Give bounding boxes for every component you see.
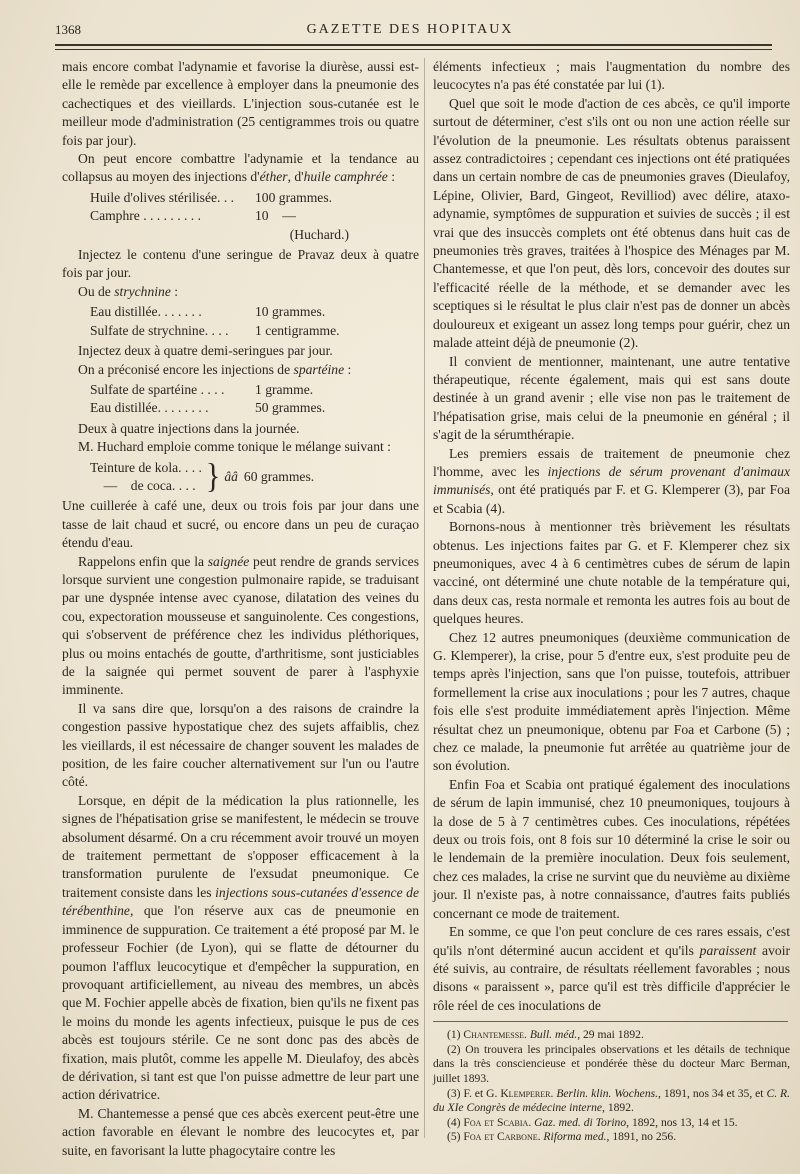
paragraph: Injectez le contenu d'une seringue de Pravaz deux à quatre fois par jour.: [62, 247, 419, 281]
footnote-rule: [433, 1021, 788, 1022]
paragraph: Rappelons enfin que la saignée peut rendre de grands services lorsque survient une congestion pulmonaire rapide, se traduisant par une dyspnée intense avec cyanose, dilatation des veines du cou, expectoration mousseuse et sanguinolente. Ces congestions, qui s'observent de préférence chez les individus pléthoriques, plus ou moins entachés de goutte, d'arthritisme, sont justiciables de la saignée qui permet souvent de parer à l'asphyxie imminente.: [62, 553, 419, 698]
left-column: [62, 58, 419, 1160]
paragraph: Ou de strychnine :: [78, 283, 179, 299]
prescription-sparteine: [62, 381, 419, 418]
paragraph: On peut encore combattre l'adynamie et la tendance au collapsus au moyen des injections d'éther, d'huile camphrée :: [62, 151, 419, 185]
footnote-5: (5) Foa et Carbone. Riforma med., 1891, no 256.: [447, 1130, 677, 1144]
prescription-kola-coca: [62, 459, 419, 496]
header-rule-thick: [55, 44, 772, 46]
column-separator: [424, 58, 425, 1138]
paragraph: Les premiers essais de traitement de pneumonie chez l'homme, avec les injections de sérum provenant d'animaux immunisés, ont été pratiqués par F. et G. Klemperer (3), par Foa et Scabia (4).: [433, 445, 791, 516]
journal-title: GAZETTE DES HOPITAUX: [306, 22, 514, 37]
right-column: [433, 58, 790, 1145]
paragraph: Une cuillerée à café une, deux ou trois fois par jour dans une tasse de lait chaud et sucré, ou encore dans un peu de curaçao étendu d'eau.: [62, 498, 419, 551]
paragraph: Lorsque, en dépit de la médication la plus rationnelle, les signes de l'hépatisation grise se manifestent, le médecin se trouve absolument désarmé. On a cru récemment avoir trouvé un moyen de traitement permettant de s'opposer efficacement à la transformation purulente de l'exsudat pneumonique. Ce traitement consiste dans les injections sous-cutanées d'essence de térébenthine, que l'on réserve aux cas de pneumonie en imminence de suppuration. Ce traitement a été proposé par M. le professeur Fochier (de Lyon), qui se flatte de détourner du poumon l'afflux leucocytique et d'empêcher la suppuration, en provoquant artificiellement, au niveau des membres, un abcès que M. Fochier appelle abcès de fixation, bien qu'ils ne fixent pas le moins du monde les agents infectieux, puisque le pus de ces abcès est toujours stérile. Ce ne sont donc pas des abcès de fixation, mais plutôt, comme les appelle M. Dieulafoy, des abcès de dérivation, si tant est que l'on puisse admettre de leur part une action dérivatrice.: [62, 792, 419, 1103]
paragraph: Injectez deux à quatre demi-seringues par jour.: [78, 343, 333, 359]
paragraph: Quel que soit le mode d'action de ces abcès, ce qu'il importe surtout de déterminer, c'est s'ils ont ou non une action réelle sur l'évolution de la pneumonie. Les résultats obtenus paraissent assez contradictoires ; cependant ces injections ont été pratiquées dans un certain nombre de cas de pneumonies graves (Dieulafoy, Lépine, Olivier, Bard, Gingeot, Revilliod) avec délire, ataxo-adynamie, symptômes de suppuration et suivies de succès ; il est vrai que des insuccès complets ont été obtenus dans huit cas de pneumonies très graves, traitées à l'hospice des Ménages par M. Chantemesse, et que l'on peut, dès lors, concevoir des doutes sur l'efficacité réelle de la méthode, et se demander avec les sceptiques si le résultat le plus clair n'est pas de donner un abcès douloureux et exigeant un assez long temps pour guérir, chez un malade atteint déjà de pneumonie (2).: [433, 95, 790, 351]
footnotes: [433, 1028, 790, 1145]
header-rule-thin: [55, 49, 772, 50]
prescription-line: Eau distillée. . . . . . . 10 grammes.: [90, 304, 326, 320]
prescription-line: Huile d'olives stérilisée. . . 100 grammes.: [90, 189, 333, 205]
page-number: 1368: [55, 22, 81, 37]
footnote-4: (4) Foa et Scabia. Gaz. med. di Torino, 1892, nos 13, 14 et 15.: [447, 1115, 738, 1129]
footnote-2: (2) On trouvera les principales observations et les détails de technique dans la très consciencieuse et pondérée thèse du docteur Marc Berman, juillet 1893.: [433, 1042, 790, 1085]
paragraph: Chez 12 autres pneumoniques (deuxième communication de G. Klemperer), la crise, pour 5 d'entre eux, s'est produite peu de temps après l'injection, sans que l'on puisse, toutefois, attribuer formellement la crise aux inoculations ; pour les 7 autres, chaque fois elle s'est produite immédiatement après l'injection. Même résultat chez un pneumonique, obtenu par Foa et Carbone (5) ; chez ce malade, la pneumonie fut arrêtée au quatrième jour de son évolution.: [433, 629, 790, 774]
prescription-aa: ââ: [224, 468, 238, 484]
prescription-author: (Huchard.): [289, 226, 349, 242]
prescription-strychnine: [62, 303, 419, 340]
paragraph: Deux à quatre injections dans la journée.: [78, 420, 300, 436]
running-header: [55, 18, 765, 42]
footnote-3: (3) F. et G. Klemperer. Berlin. klin. Wochens., 1891, nos 34 et 35, et C. R. du XIe Congrès de médecine interne, 1892.: [433, 1086, 791, 1115]
prescription-camphor-oil: [62, 189, 419, 244]
paragraph: Il va sans dire que, lorsqu'on a des raisons de craindre la congestion passive hypostatique chez des sujets affaiblis, chez les vieillards, il est nécessaire de changer souvent les malades de position, de les faire coucher alternativement sur l'un ou l'autre côté.: [62, 700, 419, 790]
paragraph: éléments infectieux ; mais l'augmentation du nombre des leucocytes n'a pas été constatée par lui (1).: [433, 59, 790, 93]
footnote-1: (1) Chantemesse. Bull. méd., 29 mai 1892.: [447, 1028, 644, 1042]
prescription-line: — de coca. . . .: [90, 477, 196, 493]
paragraph: mais encore combat l'adynamie et favorise la diurèse, aussi est-elle le remède par excellence à employer dans la pneumonie des cachectiques et des vieillards. L'injection sous-cutanée est le meilleur mode d'administration (25 centigrammes trois ou quatre fois par jour).: [62, 59, 419, 148]
paragraph: Enfin Foa et Scabia ont pratiqué également des inoculations de sérum de lapin immunisé, chez 10 pneumoniques, toujours à la dose de 5 à 7 centimètres cubes. Ces inoculations, répétées deux ou trois fois, ont 8 fois sur 10 déterminé la crise le soir ou le lendemain de la première inoculation. Deux fois seulement, chez ces malades, la crise ne survint que du neuvième au dixième jour. Il n'existe pas, à notre connaissance, d'autres faits publiés concernant ce mode de traitement.: [433, 776, 790, 921]
paragraph: On a préconisé encore les injections de spartéine :: [78, 361, 352, 377]
prescription-line: Eau distillée. . . . . . . . 50 grammes.: [90, 400, 326, 416]
brace-symbol: }: [205, 457, 221, 496]
paragraph: Bornons-nous à mentionner très brièvement les résultats obtenus. Les injections faites par G. et F. Klemperer chez six pneumoniques, avec 4 à 6 centimètres cubes de sérum de lapin vacciné, ont déterminé une chute notable de la température qui, dans deux cas, resta normale et remonta les autres fois au bout de quelques heures.: [433, 519, 790, 627]
paragraph: En somme, ce que l'on peut conclure de ces rares essais, c'est qu'ils n'ont déterminé aucun accident et qu'ils paraissent avoir été suivis, au contraire, de résultats réellement favorables ; nous disons « paraissent », parce qu'il est très difficile d'apprécier le rôle réel de ces inoculations de: [433, 924, 790, 1013]
prescription-quantity: 60 grammes.: [243, 468, 315, 484]
prescription-line: Sulfate de spartéine . . . . 1 gramme.: [90, 381, 314, 397]
prescription-line: Teinture de kola. . . .: [90, 459, 202, 475]
prescription-line: Sulfate de strychnine. . . . 1 centigramme.: [90, 322, 340, 338]
paragraph: M. Chantemesse a pensé que ces abcès exercent peut-être une action favorable en élevant le nombre des leucocytes et, par suite, en favorisant la lutte phagocytaire contre les: [62, 1105, 419, 1158]
prescription-line: Camphre . . . . . . . . . 10 —: [90, 208, 296, 224]
paragraph: Il convient de mentionner, maintenant, une autre tentative thérapeutique, récente également, mais qui est sans doute destinée à un grand avenir ; elle vise non pas le traitement de l'hépatisation grise, mais celui de la pneumonie en général ; il s'agit de la sérumthérapie.: [433, 353, 790, 443]
paragraph: M. Huchard emploie comme tonique le mélange suivant :: [78, 439, 391, 455]
